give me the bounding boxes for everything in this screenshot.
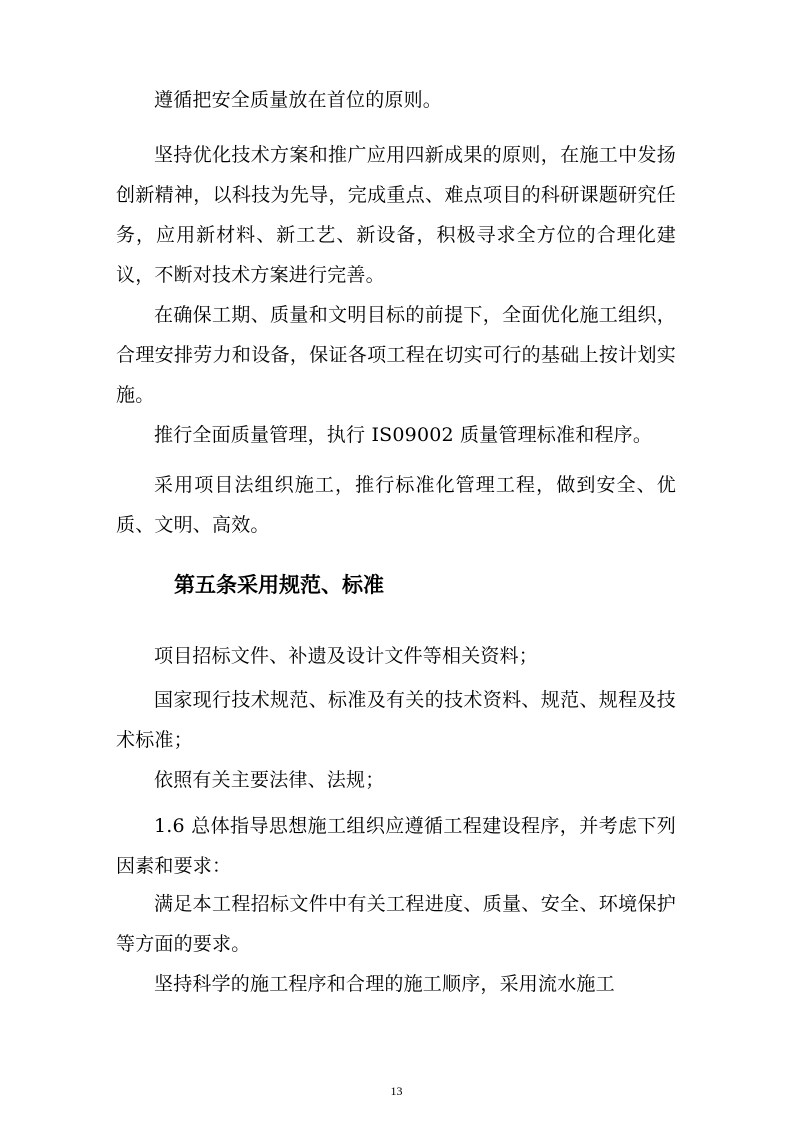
paragraph-guiding-ideology: 1.6 总体指导思想施工组织应遵循工程建设程序，并考虑下列因素和要求： xyxy=(116,815,676,877)
paragraph-national-standards: 国家现行技术规范、标准及有关的技术资料、规范、规程及技术标准； xyxy=(116,689,676,751)
page-number: 13 xyxy=(390,1084,403,1098)
paragraph-tender-requirements: 满足本工程招标文件中有关工程进度、质量、安全、环境保护等方面的要求。 xyxy=(116,893,676,955)
paragraph-laws-regulations: 依照有关主要法律、法规； xyxy=(154,769,385,791)
paragraph-construction-organization: 在确保工期、质量和文明目标的前提下，全面优化施工组织，合理安排劳力和设备，保证各项工程在切实可行的基础上按计划实施。 xyxy=(116,304,676,406)
paragraph-technical-optimization: 坚持优化技术方案和推广应用四新成果的原则，在施工中发扬创新精神，以科技为先导，完成重点、难点项目的科研课题研究任务，应用新材料、新工艺、新设备，积极寻求全方位的合理化建议，不断对技术方案进行完善。 xyxy=(116,144,676,286)
section-heading: 第五条采用规范、标准 xyxy=(174,573,384,597)
paragraph-tender-documents: 项目招标文件、补遗及设计文件等相关资料； xyxy=(154,645,539,667)
paragraph-project-method: 采用项目法组织施工，推行标准化管理工程，做到安全、优质、文明、高效。 xyxy=(116,474,676,536)
paragraph-flow-construction: 坚持科学的施工程序和合理的施工顺序，采用流水施工 xyxy=(154,973,615,995)
paragraph-quality-management: 推行全面质量管理，执行 IS09002 质量管理标准和程序。 xyxy=(154,424,653,446)
paragraph-safety-quality-principle: 遵循把安全质量放在首位的原则。 xyxy=(154,89,443,111)
